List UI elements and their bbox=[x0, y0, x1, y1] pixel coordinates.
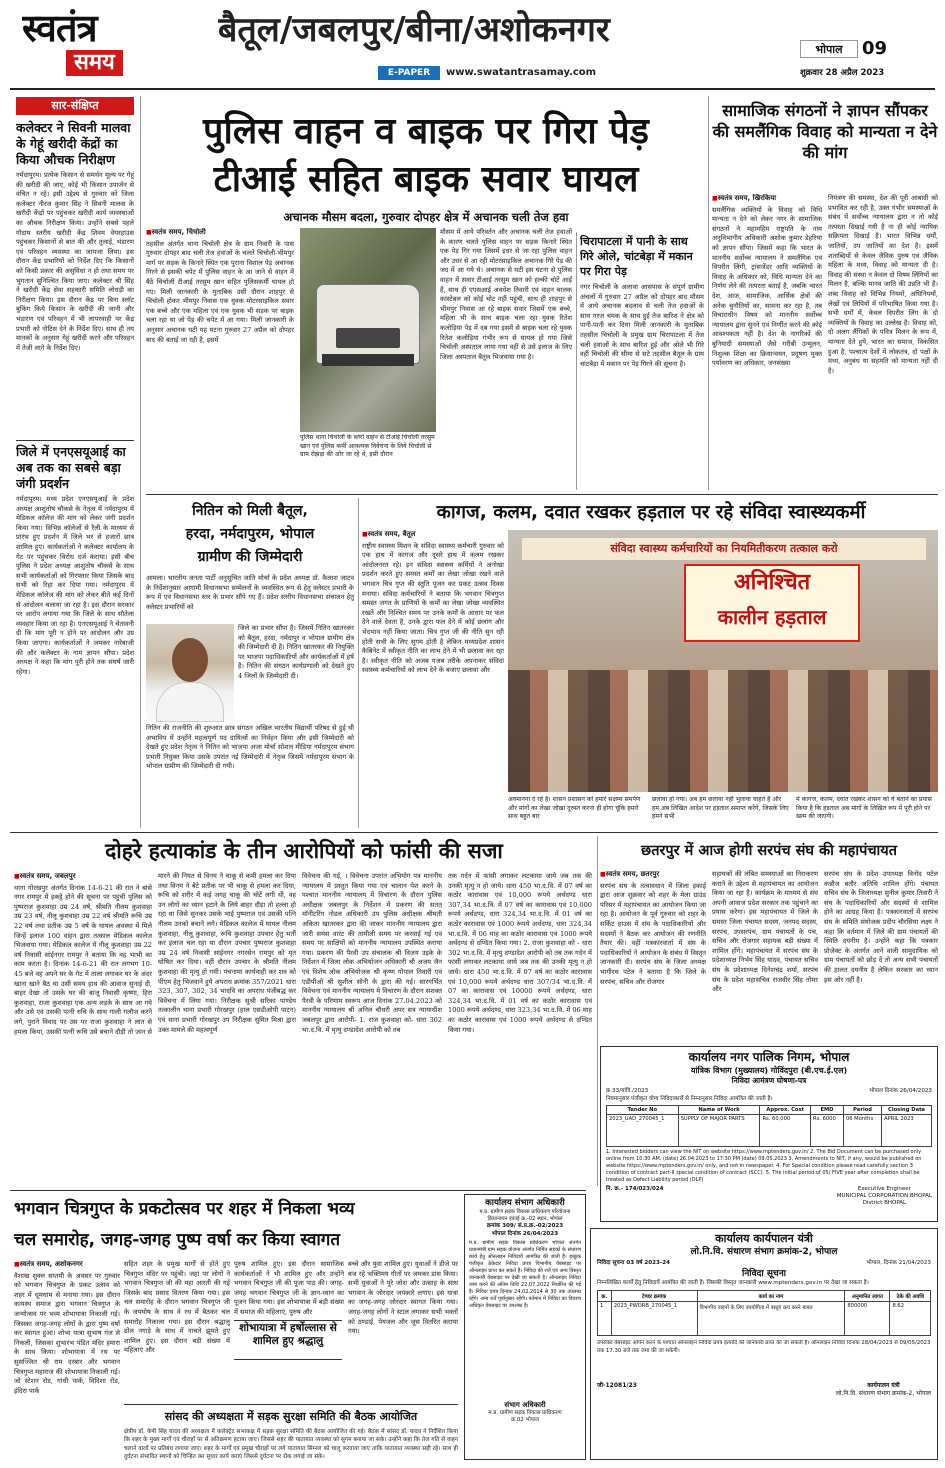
ad-pwd-notice: निविदा सूचना bbox=[741, 1268, 787, 1279]
ad-pwd-td: 1 bbox=[598, 1302, 612, 1336]
health-photo bbox=[508, 530, 938, 792]
sidebar-section-label: सार-संक्षिप्त bbox=[16, 97, 134, 115]
vehicle-grille bbox=[336, 328, 400, 348]
ad-municipal-footer-right bbox=[837, 1186, 932, 1207]
lead-photo bbox=[300, 228, 436, 432]
ad-pwd bbox=[590, 1228, 938, 1460]
vehicle-shape bbox=[316, 284, 420, 364]
ad-pwd-notes: उपरोक्त वेबसाइट ओपेन करने के पश्चात ऑनलाइन निविदा प्रपत्र इत्यादि की जानकारी प्राप्त की जा सकती है। ऑनलाइन निविदा दिनांक 28/04/2023 से 09/05/2023 तक 17.30 बजे तक जमा की जा सकेगी। bbox=[597, 1340, 931, 1354]
ad-contract-signatory2: म.प्र. ग्रामीण सड़क विकास प्राधिकरण bbox=[488, 1410, 562, 1416]
ad-municipal-refline bbox=[606, 1088, 932, 1096]
nitin-headline bbox=[146, 500, 354, 570]
health-body-left bbox=[362, 530, 504, 828]
ad-contract-subtitle: म.प्र. ग्रामीण सड़क विकास प्राधिकरण परियोजना क्रियान्वयन इकाई क्र.-02 स्थान, भोपाल bbox=[479, 1209, 571, 1222]
ad-municipal-title: कार्यालय नगर पालिक निगम, भोपाल bbox=[688, 1050, 850, 1064]
ad-pwd-td: 8.62 bbox=[890, 1302, 931, 1336]
ad-municipal bbox=[600, 1046, 938, 1222]
ad-pwd-th: अनुमानित लागत bbox=[845, 1291, 890, 1302]
table-row bbox=[607, 1115, 932, 1147]
ad-pwd-title: कार्यालय कार्यपालन यंत्री bbox=[715, 1232, 813, 1245]
road-rule bbox=[124, 1404, 458, 1405]
nitin-headline-line2: हरदा, नर्मदापुरम, भोपाल bbox=[185, 526, 315, 542]
ad-contract-body: म.प्र. ग्रामीण सड़क विकास प्राधिकरण भोपाल अंतर्गत प्रधानमंत्री ग्राम सड़क योजना अंतर्गत निर्मित सड़कों के संधारण कार्य हेतु ऑनलाइन निविदायें आमंत्रित की जाती हैं। इच्छुक पंजीकृत ठेकेदार निविदा प्रपत्र विभागीय वेबसाइट पर ऑनलाइन प्राप्त कर सकते हैं। निविदा की शर्तें एवं अन्य विस्तृत जानकारी वेबसाइट पर देखी जा सकती है। ऑनलाइन निविदा जमा करने की अंतिम तिथि 22.07.2022 निर्धारित की गई है। निविदा प्रपत्र दिनांक 24.02.2014 से 30 तक उपलब्ध रहेंगे। अन्य शर्तें पूर्वानुसार रहेंगी। वर्तमान में निविदा का विवरण अधिकृत वेबसाइट पर उपलब्ध है। bbox=[469, 1240, 581, 1309]
ad-municipal-date: भोपाल दिनांक 26/04/2023 bbox=[869, 1088, 932, 1094]
ad-municipal-intro: नियमानुसार पंजीकृत योग्य निविदाकारों से निम्नानुसार निविदा आमंत्रित की जाती है। bbox=[606, 1095, 773, 1102]
logo-bottom: समय bbox=[66, 50, 123, 76]
ad-pwd-td: 2023_PWDRB_270045_1 bbox=[611, 1302, 697, 1336]
chitragupt-col1-text: वैशाख शुक्ल सप्तमी के अवसर पर गुरुवार को भगवान चित्रगुप्त के प्रकट उत्सव को शहर में धूमधाम से मनाया गया। इस दौरान कायस्थ समाज द्वारा भगवान चित्रगुप्त के जन्मोत्सव पर भव्य शोभायात्रा निकाली गई। जिसका जगह-जगह लोगों के द्वारा पुष्प वर्षा कर स्वागत हुआ। शोभा यात्रा सुभाष गंज से निकली, जिसका शुभारंभ पंडित मंदिर हमारा के साथ किया। शोभायात्रा में रथ पर सुसज्जित श्री राम दरबार और भगवान चित्रगुप्त महाराज की शोभायात्रा निकाली गई। जो स्टेशन रोड, गांधी पार्क, विदिशा रोड, इंदिरा पार्क bbox=[14, 1271, 120, 1395]
sidebar-story1 bbox=[16, 120, 134, 436]
murder-col3: विवेचना की गई, । विवेचना उपरांत अभियोग पत्र माननीय न्यायालय में प्रस्तुत किया गया एवं चालान पेश करने के पश्चात माननीय न्यायालय में विचारण के दौरान पुलिस अधीक्षक जबलपुर के निर्देशन में प्रकरण की सतत् मॉनीटरिंग नोडल अधिकारी उप पुलिस अधीक्षक श्रीमती अकिता खातरकर द्वारा की जाकर माननीय न्यायालय द्वारा जारी समंस वारंट की तामीली समय पर करवाई गई एवं समय पर साक्षियों को माननीय न्यायालय उपस्थित कराया गया। प्रकरण की पैरवी उप संचालक श्री विजय उइके के निर्देशन में जिला लोक अभियोजन अधिकारी श्री अजय जैन एवं विशेष लोक अभियोजक श्री कृष्ण गोपाल तिवारी एवं एडीपीओ श्री सुशील सोनी के द्वारा की गई। सारगर्भित विवेचना एवं माननीय न्यायालय मे विचारण के दौरान सशक्त पैरवी के परिणाम स्वरूप आज दिनांक 27.04.2023 को माननीय न्यायालय श्री अनिल चौधरी अपर सत्र न्यायाधीश जबलपुर द्वारा आरोपी- 1. राज कुशवाहा को- धारा 302 भा.द.वि. में मृत्यु दण्डादेश आरोपी को तब bbox=[302, 872, 442, 1034]
ad-pwd-signatory1: कार्यपालन यंत्री bbox=[867, 1382, 900, 1390]
sarpanch-col3: सरपंच संघ के प्रदेश उपाध्यक्ष विनोद पटेल कन्नौज बतौर अतिथि शामिल होंगे। पंचायत सचिव संघ के जिलाध्यक्ष सुनील कुमार तिवारी ने संघ के पदाधिकारियों और सदस्यों से शामिल होने का आग्रह किया है। पत्रकारवार्ता में सरपंच संघ के समिति संयोजक प्रदीप चौरसिया लक्ष्य ने कहा कि वर्तमान में जिले की ग्राम पंचायतों की स्थिति दयनीय है। उन्होंने कहा कि पत्रकार प्रोजेक्ट के अंतर्गत आने वाली सामुदायिक को ग्राम पंचायतों को छोड़ दें तो अन्य सभी पंचायतों की हालत दयनीय है लेकिन सरकार का ध्यान इस ओर नहीं है। bbox=[824, 870, 938, 984]
social-col1-text: समलैंगिक व्यक्तियों के विवाह को विधि मान्यता न देने को लेकर नगर के सामाजिक संगठनों ने महामहिम राष्ट्रपति के नाम अनुविभागीय अधिकारी अशोक कुमार डेहरिया को ज्ञापन सौंपा। जिसमें कहा कि भारत के माननीय सर्वोच्च न्यायालय ने समलैंगिक एवं विपरीत लिंगी, ट्रांसजेंडर आदि व्यक्तियों के विवाह के अधिकार को, विधि मान्यता देने का निर्णय लेने की तत्परता बताई है, जबकि भारत देश, आज, सामाजिक, आर्थिक क्षेत्रों की अनेक चुनौतियों का, सामना कर रहा है, तब विचाराधीन विषय को माननीय सर्वोच्च न्यायालय द्वारा सुनने एवं निर्णीत करने की कोई आवश्यकता नहीं है। देश के नागरिकों की बुनियादी समस्याओं जैसे गरीबी उन्मूलन, निशुल्क शिक्षा का क्रियान्वयन, प्रदूषण मुक्त पर्यावरण का अधिकार, जनसंख्या bbox=[712, 205, 822, 368]
sarpanch-col2: सहायकों की लंबित समस्याओं का निराकरण कराने के उद्देश्य से महापंचायत का आयोजन किया जा रहा है। कार्यक्रम के माध्यम से संघ अपनी आवाज प्रदेश सरकार तक पहुंचाने का प्रयास करेगा। इस महापंचायत में जिले के समस्त जिला पंचायत सदस्य, जनपद सदस्य, सरपंच, उपसरपंच, ग्राम पंचायतों के पंच, सचिव और रोजगार सहायक बड़ी संख्या में शामिल होंगे। महापंचायत में सरपंच संघ के प्रदेशाध्यक्ष निर्भय सिंह यादव, पंचायत सचिव संघ के प्रदेशाध्यक्ष दिनेशचंद्र शर्मा, सरपंच संघ के प्रदेश महासचिव राजवीर सिंह तोमर और bbox=[712, 870, 818, 994]
social-col2: नियंत्रण की समस्या, देश की पूरी आबादी को प्रभावित कर रही है, उक्त गंभीर समस्याओं के संबंध में सर्वोच्च न्यायालय द्वारा न तो कोई तत्परता दिखाई गयी है ना ही कोई न्यायिक सक्रियता दिखाई है। भारत विभिन्न धर्मों, जातियों, उप जातियों का देश है। इसमें शताब्दियों से केवल जैविक पुरुष एवं जैविक महिला के मध्य, विवाह को मान्यता दी है। विवाह की संस्था न केवल दो विषम लिंगियों का मिलन है, बल्कि मानव जाति की उन्नति भी है। शब्द विवाह को विभिन्न नियमों, अधिनियमों, लेखों एवं लिपियों में परिभाषित किया गया है। सभी धर्मों में, केवल विपरीत लिंग के दो व्यक्तियों के विवाह का उल्लेख है। विवाह को, दो अलग लैंगिकों के पवित्र मिलन के रूप में, मान्यता देते हुये, भारत का समाज, विकसित हुआ है, पश्चात्य देशों में लोकतंत्र, दो पक्षों के मध्य, अनुबंध या सहमति को मान्यता नहीं दी है। bbox=[828, 194, 938, 375]
chitragupt-headline-line1: भगवान चित्रगुप्त के प्रकटोत्सव पर शहर में निकला भव्य bbox=[14, 1199, 355, 1219]
city-label: भोपाल bbox=[800, 40, 858, 58]
protest-banner-line2: कालीन हड़ताल bbox=[717, 605, 827, 629]
health-headline: कागज, कलम, दवात रखकर हड़ताल पर रहे संविदा स्वास्थ्यकर्मी bbox=[436, 502, 866, 523]
ad-municipal-notes: 1. Interested bidders can view the NIT on website https://www.mptenders.gov.in/ 2. The Bid Document can be purchased only online from 10:30 AM. (date) 26.04.2023 to 17:30 PM (date) 09.05.2023 3. Amendments to NIT, if any, would be published on website https://www.mptenders.gov.in/ only, and not in newspaper. 4. For Special condition please read carefully section 3 condition of contract part-II special condition of contract (SCC). 5. The initial period of 05/ FIVE year after completion shall be treated as Defect Liability period (DLP) bbox=[606, 1149, 922, 1184]
website-link[interactable]: www.swatantrasamay.com bbox=[446, 67, 597, 78]
nitin-body-bottom: नितिन की राजनीति की शुरुआत छात्र संगठन अखिल भारतीय विद्यार्थी परिषद से हुई थी अभाविप में उन्होंने महत्वपूर्ण पद दायित्वों का निर्वहन किया और इसी जिम्मेदारी को देखते हुए प्रदेश नेतृत्व ने नितिन को भाजपा अजा मोर्चा सोशल मीडिया नर्मदापुरम संभाग प्रभारी नियुक्त किया उसके उपरांत नई जिम्मेदारी में नेतृत्व जिसमें नर्मदापुरम संभाग के भोपाल ग्रामीण की जिम्मेदारी दी गयी। bbox=[146, 724, 354, 771]
sidebar-story2 bbox=[16, 444, 134, 828]
murder-col1 bbox=[14, 872, 152, 1182]
lead-subhead: अचानक मौसम बदला, गुरुवार दोपहर क्षेत्र में अचानक चली तेज हवा bbox=[283, 210, 569, 224]
hail-rule bbox=[576, 232, 577, 490]
ad-municipal-notice: निविदा आमंत्रण घोषणा-पत्र bbox=[731, 1076, 807, 1085]
ad-pwd-td: विभागीय वाहनों के लिए उपयोगिता में वस्तुएं क्रय करने बाबत bbox=[697, 1302, 845, 1336]
ad-pwd-refline bbox=[597, 1260, 931, 1268]
ad-contract-date: भोपाल दिनांक 26/04/2023 bbox=[491, 1230, 559, 1237]
ad-municipal-td: Rs. 6000 bbox=[810, 1115, 843, 1147]
ad-pwd-th: क्र. bbox=[598, 1291, 612, 1302]
sarpanch-dateline: ■ स्वतंत्र समय, छतरपुर bbox=[600, 870, 706, 880]
row3-rule bbox=[10, 1190, 586, 1191]
ad-pwd-ref: निविदा सूचना 03 वर्ष 2023-24 bbox=[597, 1260, 671, 1266]
ad-contract-ref: क्रमांक 309/ सं.प्र.क्र.-02/2023 bbox=[486, 1223, 564, 1229]
social-col1 bbox=[712, 194, 822, 490]
hail-body: नगर चिचोली के अलावा आसपास के संपूर्ण ग्रामीण अंचलों में गुरुवार 27 अप्रैल को दोपहर बाद मौसम में आये अचानक बदलाव से चली तेज हवाओं के साथ गरज चमक के साथ हुई तेज बारिश ने क्षेत्र को पानी-पानी कर दिया मिली जानकारी के मुताबिक तहसील चिचोली के प्रमुख ग्राम चिरापाटला में तेज चली हवाओं के साथ बारिश हुई और ओले भी गिरे वहीं चिचोली की सीमा से सटे तहसील बैतूल के ग्राम चांटबेड़ा में मकान पर पेड़ गिरने की सूचना है। bbox=[580, 283, 704, 368]
ad-municipal-th: Name of Work bbox=[678, 1106, 760, 1115]
masthead-title: बैतूल/जबलपुर/बीना/अशोकनगर bbox=[218, 10, 610, 50]
protest-banner bbox=[684, 564, 860, 642]
murder-col1-text: थाना गोरखपुर अंतर्गत दिनांक 14-6-21 की रात ने बांसे नगर रामपुर में इकट्ठे होने की सूचना पर पहुंची पुलिस को पुष्पराज कुशवाहा उम्र 24 वर्ष, श्रीमति नीलम कुशवाहा उम्र 23 वर्ष, नीलू कुशवाहा उम्र 22 वर्ष श्रीमति रूचि उम्र 22 वर्ष तथा प्रतीक उम्र 5 वर्ष के घायल अवस्था में मिले जिन्हें इलाज 100 वाहन द्वारा तत्काल मेडिकल कालेज भिजवाया गया। मेडिकल कालेज में नीलू कुशवाहा उम्र 22 वर्ष निवासी सांईनगर रामपुर ने बताया कि वह भाभी का काम करता है। दिनांक 14-6-21 की रात लगभग 10-45 बजे वह अपने घर के गेट में ताला लगाकर घर के अंदर खाना खाने बैठ था उसी समय हाथ की आवाज सुनाई दी, बाहर देखा तो उसके घर की बाजू निवासी कृष्णा, हिरा कुशवाहा, राजा कुशवाहा एक अन्य लड़के के साथ आ गये और उसे एवं उसकी पत्नी रुचि के साथ गाली गलौज करने लगे, पुराने विवाद पर उस पर राजा कुशवाहा ने लात से हमला किया, उसकी पत्नी रूचि उसे बचाने दौड़ी तो जान से bbox=[14, 883, 152, 1036]
ad-municipal-td: 06 Months bbox=[843, 1115, 881, 1147]
logo bbox=[22, 8, 142, 84]
ad-contract-signatory3: क्र.02 भोपाल bbox=[511, 1417, 539, 1423]
murder-dateline: ■ स्वतंत्र समय, जबलपुर bbox=[14, 872, 152, 882]
portrait-head bbox=[172, 638, 208, 682]
crowd-shape bbox=[508, 670, 938, 792]
nitin-body-side: जिले का प्रभार सौंपा है। जिसमें नितिन खातरकर को बैतूल, हरदा, नर्मदापुर व भोपाल ग्रामीण क्षेत्र की जिम्मेदारी दी है। नितिन खातरकर की नियुक्ति पर भाजपा पदाधिकारियों और कार्यकर्ताओं में हर्ष है। नितिन की संगठन कार्यप्रणाली को देखते हुए 4 जिलों के जिम्मेदारी दी। bbox=[238, 624, 354, 680]
ad-contract-title: कार्यालय संभाग अधिकारी bbox=[485, 1198, 565, 1208]
lead-dateline: ■ स्वतंत्र समय, चिचोली bbox=[146, 228, 294, 238]
ad-pwd-intro: निम्नलिखित कार्यों हेतु निविदायें आमंत्रित की जाती है। जिसकी विस्तृत जानकारी www.mptenders.gov.in पर देखा जा सकता है। bbox=[597, 1279, 869, 1286]
lead-photo-caption: पुलिस थाना चिचोली के ब्लेरो वाहन से टीआई चिचोली तरसुम खान एवं पुलिस कर्मी आवश्यक विवेचना के लिये चिचोली से ग्राम रोझड़ा की ओर जा रहे थे, इसी दौरान bbox=[300, 434, 435, 459]
chitragupt-headline-line2: चल समारोह, जगह-जगह पुष्प वर्षा कर किया स्वागत bbox=[14, 1230, 341, 1250]
table-row bbox=[598, 1302, 931, 1336]
chitragupt-col1 bbox=[14, 1260, 120, 1460]
hail-headline: चिरापाटला में पानी के साथ गिरे ओले, चांटबेड़ा में मकान पर गिरा पेड़ bbox=[580, 235, 693, 278]
chitragupt-headline bbox=[14, 1194, 462, 1256]
ad-municipal-subtitle: यांत्रिक विभाग (मुख्यालय) गोविंदपुरा (बी.एच.ई.एल) bbox=[690, 1066, 848, 1075]
sarpanch-col1 bbox=[600, 870, 706, 1042]
lead-headline bbox=[146, 108, 706, 206]
ad-municipal-footer-left: नि. क्र.- 174/023/024 bbox=[606, 1186, 664, 1193]
health-caption-col1: अवमानना दे रहे है। शासन प्रशासन को हमारे सक्षम्य समर्पण और मांगों का लेखा जोखा दुरुस्त करना ही होगा चूंकि हमारे साथ बहुत बार bbox=[508, 796, 641, 821]
ad-municipal-th: Tender No bbox=[607, 1106, 679, 1115]
ad-municipal-td: 2023_UAD_270045_1 bbox=[607, 1115, 679, 1147]
ad-municipal-table-head bbox=[607, 1106, 932, 1115]
chitragupt-col3: पुरुष शामिल हुए। इस दौरान सामाजिक कार्यकर्ताओं ने भी शामिल हुए और उन्होंने भगवान चित्रगुप्त जी की पूजा पाठ की। जगह-जगह भगवान चित्रगुप्त जी के ज्ञान-ध्यान का पूजन किया गया। इस शोभायात्रा में बड़ी संख्या में समाज की महिलाएं, पुरुष और bbox=[234, 1260, 344, 1316]
sidebar-story1-body: नर्मदापुरम। प्रत्येक किसान से समर्थन मूल्य पर गेहूं की खरीदी की जाए, कोई भी किसान उपार्जन से वंचित न रहे। इसी उद्देश्य से गुरुवार को जिला कलेक्टर नीरज कुमार सिंह ने सिवनी मालवा के खरीदी केंद्रों पर पहुंचकर खरीदी कार्य व्यवस्थाओं का औचक निरीक्षण किया। उन्होंने सबसे पहले गोदाम स्तरीय खरीदी केंद्र शिवम वेयरहाउस पहुंचकर किसानों से बात की और तुलाई, भंडारण एवं परिवहन व्यवस्था का जायजा लिया। इस दौरान केंद्र प्रभारियों को निर्देश दिए कि किसानों को किसी प्रकार की असुविधा न हो तथा समय पर भुगतान सुनिश्चित किया जाए। कलेक्टर श्री सिंह ने खरीदी केंद्र सेवा सहकारी समिति लोधड़ी का निरीक्षण किया। इस दौरान केंद्र पर बिना स्लॉट बुकिंग किये किसान के खरीदी की जानी और भंडारण एवं परिवहन में भी लापरवाही पर केंद्र प्रभारी को नोटिस देने के निर्देश दिए। साथ ही तय मानकों के अनुसार गेहूं खरीदी करने और परिवहन में तेजी लाने के निर्देश दिए। bbox=[16, 171, 134, 352]
sarpanch-col1-text: सरपंच संघ के तत्वावधान में जिला इकाई द्वारा आज शुक्रवार को शहर के मेला ग्राउंड परिसर में महापंचायत का आयोजन किया जा रहा है। आयोजन के पूर्व गुरुवार को शहर के सर्किट हाउस में संघ के पदाधिकारियों और सदस्यों ने बैठक कर आयोजन की रणनीति तैयार की। वहीं पत्रकारवार्ता में संघ के पदाधिकारियों ने आयोजन के संबंध में विस्तृत जानकारी दी। सरपंच संघ के जिला अध्यक्ष भागीरथ पटेल ने बताया है कि जिले के सरपंच, सचिव और रोजगार bbox=[600, 881, 706, 986]
lead-body-left-text: तहसील अंतर्गत थाना चिचोली क्षेत्र के ग्राम निवारी के पास गुरुवार दोपहर बाद चली तेज हवाओं के चलते चिचोली-भीमपुर मार्ग पर सड़क के किनारे स्थित एक पुराना विशाल पेड़ अचानक गिरने से इसकी चपेट में पुलिस वाहन के आ जाने से वाहन में बैठे चिचोली टीआई तरसुम खान सहित पुलिसकर्मी घायल हो गए। मिली जानकारी के मुताबिक उसी दौरान शाहपुर से चिचोली होकर भीमपुर निवास एक युवक मोटरसाइकिल सवार एक बच्चे और एक महिला एवं एक युवक भी सड़क पर बाइक चला रहा था जो पेड़ की चपेट में आ गया। मिली जानकारी के अनुसार अचानक घटी यह घटना गुरुवार 27 अप्रैल को दोपहर बाद की बताई जा रही है, इसमें bbox=[146, 239, 294, 344]
lead-headline-line1: पुलिस वाहन व बाइक पर गिरा पेड़ bbox=[203, 111, 649, 152]
hail-story bbox=[580, 234, 704, 490]
nitin-portrait bbox=[146, 624, 234, 722]
ad-municipal-th: EMD bbox=[810, 1106, 843, 1115]
protest-banner-top: संविदा स्वास्थ्य कर्मचारियों का नियमितीकरण तत्काल करो bbox=[522, 538, 926, 560]
ad-pwd-signatory2: लो.नि.वि. संधारण संभाग क्रमांक-2, भोपाल bbox=[835, 1390, 931, 1398]
health-caption-col3: में कागज, कलम, दवात रखकर शासन को ये बताने का प्रयास किया है कि हड़ताल अब मांगों के लिखित रूप में पूरी होने पर खत्म की जाएगी। bbox=[796, 796, 932, 821]
sidebar-story1-headline: कलेक्टर ने सिवनी मालवा के गेहूं खरीदी केंद्रों का किया औचक निरीक्षण bbox=[16, 120, 131, 167]
ad-municipal-signatory3: District BHOPAL bbox=[862, 1200, 907, 1207]
ad-pwd-footer-right bbox=[836, 1382, 931, 1398]
social-rule bbox=[708, 96, 709, 490]
ad-pwd-subtitle: लो.नि.वि. संधारण संभाग क्रमांक-2, भोपाल bbox=[690, 1247, 838, 1257]
ad-pwd-th: कार्य का नाम bbox=[697, 1291, 845, 1302]
ad-municipal-signatory2: MUNICIPAL CORPORATION BHOPAL bbox=[836, 1193, 932, 1200]
chitragupt-col2: सहित शहर के प्रमुख मार्गों से होते हुए चित्रगुप्त मंदिर पर पहुंची। जहां पर लोगों ने भगवान चित्रगुप्त जी की महा आरती की गई जिसके बाद प्रसाद वितरण किया गया। इस चल समारोह के दौरान भगवान चित्रगुप्त जी के जयघोष के साथ वे रथ में बैठकर चल समारोह निकाला गया। इस दौरान श्रद्धालु ढोल नगाड़े के साथ में नाचते झूमते हुए शामिल हुए। इस दौरान बड़ी संख्या में महिलाएं और bbox=[124, 1260, 230, 1355]
ad-municipal-td: Rs. 60,000 bbox=[760, 1115, 811, 1147]
social-dateline: ■ स्वतंत्र समय, खिरकिया bbox=[712, 194, 822, 204]
road-safety-headline: सांसद की अध्यक्षता में सड़क सुरक्षा समिति की बैठक आयोजित bbox=[164, 1410, 418, 1423]
page-box bbox=[800, 38, 900, 60]
issue-date: शुक्रवार 28 अप्रैल 2023 bbox=[800, 68, 885, 78]
row1-rule bbox=[146, 494, 938, 495]
lead-body-right: मौसम में आये परिवर्तन और अचानक चली तेज हवाओं के कारण चलते पुलिस वाहन पर सड़क किनारे स्थित एक पेड़ गिर गया जिसमें इधर से जा रहा पुलिस वाहन और उधर से आ रही मोटरसाइकिल अचानक गिरे पेड़ की जद में आ गये थे। अचानक से घटी इस घटना से पुलिस वाहन में सवार टीआई तरसुम खान को हल्की चोटें आईं हैं, साथ ही एएसआई अवधेश तिवारी एवं वाहन चालक कांस्टेबल को कोई चोट नहीं पहुंची, साथ ही शाहपुर से भीमपुर निवास आ रहे बाइक सवार जिसमें एक बच्चे, महिला भी के साथ बाइक चला रहा युवक रितेश कलोड़िया पेड़ में दब गया इसमें से बाइक चला रहे युवक रितेश कलोड़िया गंभीर रूप से घायल हो गया जिसे चिचोली अस्पताल लाया गया वहीं से उसे इलाज के लिए जिला अस्पताल बैतूल भिजवाया गया है। bbox=[440, 228, 572, 361]
sarpanch-headline: छतरपुर में आज होगी सरपंच संघ की महापंचायत bbox=[641, 843, 897, 859]
masthead-rule bbox=[10, 88, 935, 90]
nitin-headline-line1: नितिन को मिली बैतूल, bbox=[192, 503, 308, 519]
murder-rule bbox=[597, 836, 598, 1186]
chitragupt-pullquote: शोभायात्रा में हर्षोल्लास से शामिल हुए श्रद्धालु bbox=[234, 1320, 342, 1360]
health-body-left-text: राष्ट्रीय स्वास्थ्य मिशन के संविदा स्वास्थ्य कर्मचारी गुरुवार को एक हाथ में कागज और दूसरे हाथ में कलम रखकर आंदोलनरत रहे। इन संविदा स्वास्थ्य कर्मियों ने अनोखा प्रदर्शन करते हुए समस्त कर्मों का लेखा जोखा रखने वाले भगवान चित्र गुप्त की स्तुति पूजन कर प्रकट उत्सव दिवस मनाया। संविदा कर्मचारियों ने बताया कि भगवान चित्रगुप्त समस्त जगत के प्राणियों के कर्मों का लेखा जोखा व्यवस्थित रखते और निश्चित समय पर उनके कर्मों के आधार पर फल देने वाले देवता है, उनके द्वारा फल देने में कोई छलांग और भेदभाव नहीं किया जाता। चित्र गुप्त जी की नीति सुन रही होती सभी के लिए सुगम होती है लेकिन मध्यप्रदेश शासन कैबिनेट में स्वीकृत नीति का लाभ देने में भी छलावा कर रहा है। स्वीकृत नीति को अजब गजब तरीके अपनाकर संविदा स्वास्थ्य कर्मचारियों को लाभ देने के बजाए छलावा और bbox=[362, 541, 504, 675]
ad-municipal-signatory1: Executive Engineer bbox=[857, 1186, 911, 1193]
chitragupt-col4: बच्चे और युवा शामिल हुए। युवाओं ने डीजे पर बज रहे भक्तिमय गीतों पर जमकर डांस किया। सभी युवाओं ने पूरे जोश और उत्साह के साथ भगवान के जोरदार जयकारे लगाए। इस यात्रा का जगह-जगह जोरदार स्वागत किया गया। जगह-जगह लोगों ने स्टाल लगाकर सभी भक्तों को ठण्डाई, पेयजल और जूस वितरित कराया गया। bbox=[348, 1260, 458, 1336]
ad-pwd-date: भोपाल, दिनांक 21/04/2023 bbox=[866, 1260, 931, 1266]
ad-pwd-footer bbox=[597, 1382, 931, 1398]
murder-col4: तक गर्दन में फांसी लगाकर लटकाया जाये जब तक की उनकी मृत्यु न हो जाये। धारा 450 भा.द.वि. में 07 वर्ष का कठोर कारावास एवं 10,000 रूपये अर्थदण्ड धारा 307,34 भा.द.वि. में 07 वर्ष का कारावास एवं 10,000 रूपये अर्थदण्ड, धारा 324,34 भा.द.वि. में 01 वर्ष का कठोर कारावास एवं 1000 रूपये अर्थदण्ड, धारा 324,34 भा.द.वि. में 06 माह का कठोर कारावास एवं 1000 रूपये अर्थदण्ड से दण्डित किया गया। 2. राजा कुशवाहा को - धारा 302 भा.द.वि. में मृत्यु दण्डादेश आरोपी को तब तक गर्दन में फांसी लगाकर लटकाया जाये जब तक की उनकी मृत्यु न हो जाये। धारा 450 भा.द.वि. में 07 वर्ष का कठोर कारावास एवं 10,000 रूपये अर्थदण्ड धारा 307/34 भा.द.वि. में 07 का कारावास एवं 10000 रूपये अर्थदण्ड, धारा 324,34 भा.द.वि. में 01 वर्ष का कठोर कारावास एवं 1000 रूपये अर्थदण्ड, धारा 323,34 भा.द.वि. में 06 माह का कठोर कारावास एवं 1000 रूपये अर्थदण्ड से दण्डित किया गया। bbox=[448, 872, 592, 1034]
ad-pwd-th: ठेके की अवधि bbox=[890, 1291, 931, 1302]
chitragupt-dateline: ■ स्वतंत्र समय, अशोकनगर bbox=[14, 1260, 120, 1270]
ad-pwd-footer-left: जी-12081/23 bbox=[597, 1382, 637, 1390]
lead-body-left bbox=[146, 228, 294, 490]
ad-municipal-th: Closing Date bbox=[882, 1106, 932, 1115]
ad-municipal-footer bbox=[606, 1186, 932, 1207]
ad-municipal-th: Period bbox=[843, 1106, 881, 1115]
vehicle-bumper bbox=[322, 354, 414, 366]
health-dateline: ■ स्वतंत्र समय, बैतूल bbox=[362, 530, 504, 540]
protest-banner-line1: अनिश्चित bbox=[733, 570, 811, 595]
murder-col2: मारने की नियत से विनय ने चाकू से कमी हमला कर दिया तथा विनय ने बेटे प्रतीक पर भी चाकू से हमला कर दिया, रूचि को शरीर में कई जगह चाकू की चोटें लगी थी, वह उन लोगों का ध्यान हटाने के लिये बाहर दौड़ा तो हल्ला हो रहा था जिसे सुनकर उसके भाई पुष्पराज एवं उसकी पत्नि नीलम उनको बचाने लगे। मेडिकल कालेज में घायल नीलम कुशवाहा, नीलू कुशवाहा, रूचि कुशवाहा उपचार हेतु भर्ती कर इलाज चल रहा था दौरान उपचार पुष्पराज कुशवाहा उम्र 24 वर्ष निवासी सांईनगर नगरसेन रामपुर को मृत घोषित कर दिया। वहीं दौरान उपचार के श्रीमति नीलम कुशवाहा की मृत्यु हो गयी। पंचनामा कार्यवाही कर शव को पीएम हेतु भिजवाने हुये अपराध क्रमांक 357/2021 धारा 323, 307, 302, 34 भादवि का अपराध पंजीबद्ध कर विवेचना में लिया गया। निरीक्षक सुश्री सरिका पाण्डेय तत्कालीन थाना प्रभारी गोरखपुर (हाल एसडीओपी पाटन) एवं थाना प्रभारी गोरखपुर उप निरीक्षक सुमित मिश्रा द्वारा उक्त मामले की महत्वपूर्ण bbox=[158, 872, 296, 1034]
ad-municipal-table bbox=[606, 1105, 932, 1147]
ad-pwd-table-head bbox=[598, 1291, 931, 1302]
sidebar-divider bbox=[16, 440, 134, 441]
ad-municipal-ref: क्र.33/यांत्रि./2023 bbox=[606, 1088, 649, 1094]
nitin-headline-line3: ग्रामीण की जिम्मेदारी bbox=[197, 549, 303, 565]
portrait-body bbox=[156, 682, 224, 722]
ad-contract bbox=[464, 1194, 586, 1460]
lead-headline-line2: टीआई सहित बाइक सवार घायल bbox=[213, 159, 639, 200]
road-safety-body: क्षेत्रीय डॉ. केपी सिंह यादव की अध्यक्षता में कलेक्ट्रेट सभाकक्ष में सड़क सुरक्षा समिति की बैठक आयोजित की गई। बैठक में सांसद डॉ. यादव ने निर्देशित किया कि शहर के मुख्य मार्गों एवं चौराहों पर से अतिक्रमण हटाया जाए। जिससे शहर की यातायात व्यवस्था को सुगम बनाया जा सके। उन्होंने कहा कि तेज गति से वाहन चलाने वालों पर प्रतिबंध लगाया जाए। शहर के मार्गों एवं प्रमुख चौराहों पर लगे यातायात सिग्नल को चालू करवाया जाए ताकि यातायात व्यवस्था सही रहे। साथ ही दुर्घटना संभावित स्थानों को चिन्हित कर सुधार कार्य कराएं जिससे दुर्घटना पर रोक लगाई जा सके। bbox=[124, 1429, 458, 1461]
sidebar-story2-body: नर्मदापुरम। मध्य प्रदेश एनएसयूआई के प्रदेश अध्यक्ष आशुतोष चौकसे के नेतृत्व में नर्मदापुरम में मेडिकल कॉलेज की मांग को लेकर जंगी प्रदर्शन किया गया। विभिन्न कॉलेजों से रैली के माध्यम से प्रारंभ हुए प्रदर्शन में जिले भर से हजारों छात्र शामिल हुए। कार्यकर्ताओं ने कलेक्टर कार्यालय के गेट पर पहुंचकर विरोध दर्ज कराया। इसी बीच पुलिस ने प्रदेश अध्यक्ष आशुतोष चौकसे के साथ सभी कार्यकर्ताओं को गिरफ्तार किया जिसके बाद सभी को रिहा कर दिया गया। नर्मदापुरम में मेडिकल कॉलेज की मांग को लेकर बीते कई दिनों से आंदोलन चलाया जा रहा है। इस दौरान सरकार पर आरोप लगाया गया कि जिले के साथ सौतेला व्यवहार किया जा रहा है। एनएसयूआई ने चेतावनी दी कि मांग पूरी न होने पर आंदोलन और उग्र किया जाएगा। कार्यकर्ताओं ने जमकर नारेबाजी की और कलेक्टर के नाम ज्ञापन सौंपा। प्रदेश अध्यक्ष ने कहा कि मांग पूरी होने तक संघर्ष जारी रहेगा। bbox=[16, 495, 134, 676]
ad-contract-signatory1: संभाग अधिकारी bbox=[504, 1401, 546, 1409]
sidebar-story2-headline: जिले में एनएसयूआई का अब तक का सबसे बड़ा जंगी प्रदर्शन bbox=[16, 444, 126, 491]
ad-municipal-td: SUPPLY OF MAJOR PARTS bbox=[678, 1115, 760, 1147]
ad-pwd-td: 800000 bbox=[845, 1302, 890, 1336]
ad-pwd-table bbox=[597, 1290, 931, 1336]
masthead bbox=[0, 0, 945, 86]
sidebar-rule bbox=[140, 96, 141, 828]
ad-pwd-th: टेण्डर क्रमांक bbox=[611, 1291, 697, 1302]
nitin-body-top: आमला। भारतीय जनता पार्टी अनुसूचित जाति मोर्चा के प्रदेश अध्यक्ष डॉ. कैलाश जाटव के निर्देशानुसार आगामी विधानसभा सम्मेलनों के व्यवस्थित रूप से हेतु क्लेस्टर प्रभारी के रूप में एवं विधानसभा स्तर के प्रभार सौंपे गए हैं। प्रदेश स्तरीय विधानसभा संचालन हेतु क्लेस्टर प्रभारियों को bbox=[146, 574, 354, 611]
ad-municipal-th: Approx. Cost bbox=[760, 1106, 811, 1115]
epaper-label: E-PAPER bbox=[378, 66, 440, 80]
health-caption-col2: छलावा हो गया। अब हम छलावा नहीं भुलावा चाहते है और हम अब लिखित आदेश पर हड़ताल समाप्त करेंगे, जिसके लिए हमने सभी bbox=[652, 796, 789, 821]
ad-municipal-td: APRIL 2023 bbox=[882, 1115, 932, 1147]
murder-headline: दोहरे हत्याकांड के तीन आरोपियों को फांसी की सजा bbox=[105, 839, 503, 863]
logo-top: स्वतंत्र bbox=[22, 8, 97, 50]
nitin-rule bbox=[358, 498, 359, 828]
page-number: 09 bbox=[862, 38, 888, 59]
ad-contract-footer bbox=[469, 1401, 581, 1424]
social-headline: सामाजिक संगठनों ने ज्ञापन सौंपकर की समलैंगिक विवाह को मान्यता न देने की मांग bbox=[712, 101, 938, 162]
row2-rule bbox=[10, 832, 938, 833]
